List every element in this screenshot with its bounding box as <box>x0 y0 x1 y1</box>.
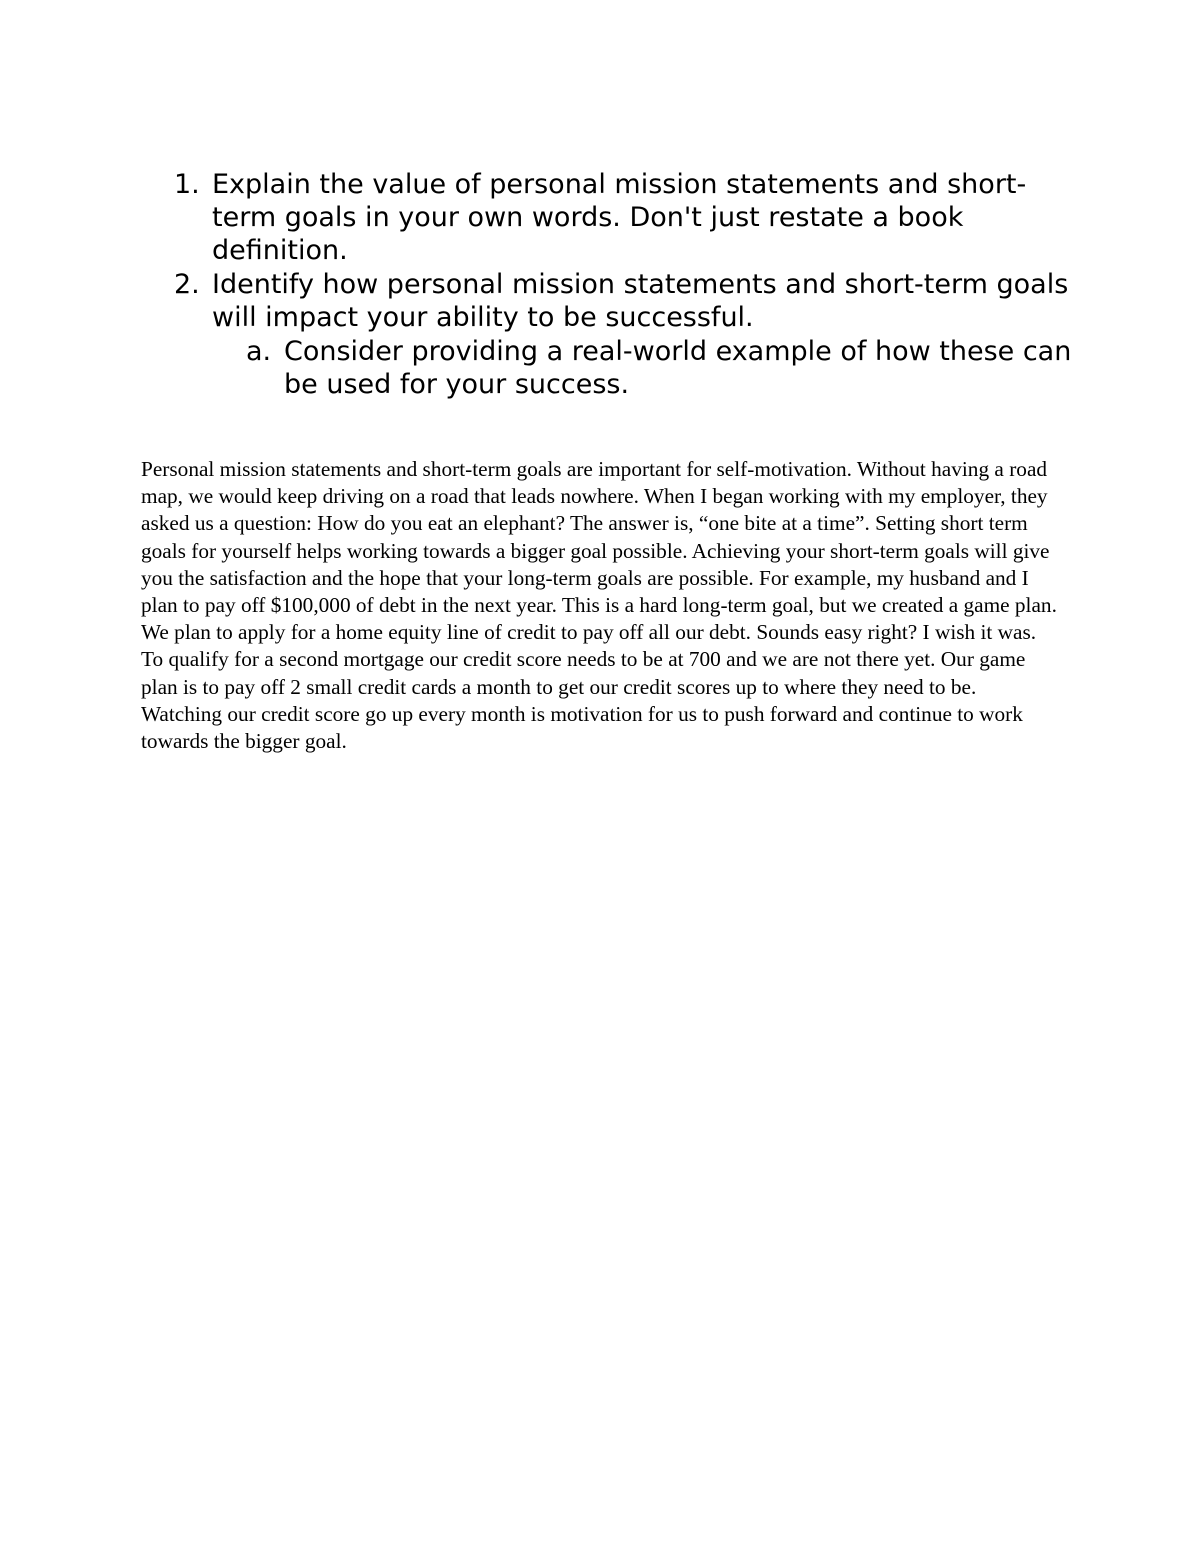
question-text: Explain the value of personal mission statements and short-term goals in your own words. Don't just restate a book definition. <box>212 169 1027 266</box>
sub-question-item-a <box>246 335 1074 401</box>
sub-question-letter: a. <box>246 336 272 367</box>
sub-question-list <box>212 335 1074 401</box>
question-list <box>174 168 1074 401</box>
question-text: Identify how personal mission statements and short-term goals will impact your ability to be successful. <box>212 269 1069 333</box>
question-number: 1. <box>174 169 200 200</box>
question-number: 2. <box>174 269 200 300</box>
question-item-2 <box>174 268 1074 401</box>
question-item-1 <box>174 168 1074 267</box>
answer-paragraph: Personal mission statements and short-term goals are important for self-motivation. Without having a road map, we would keep driving on a road that leads nowhere. When I began working with my employer, they asked us a question: How do you eat an elephant? The answer is, “one bite at a time”. Setting short term goals for yourself helps working towards a bigger goal possible. Achieving your short-term goals will give you the satisfaction and the hope that your long-term goals are possible. For example, my husband and I plan to pay off $100,000 of debt in the next year. This is a hard long-term goal, but we created a game plan. We plan to apply for a home equity line of credit to pay off all our debt. Sounds easy right? I wish it was. To qualify for a second mortgage our credit score needs to be at 700 and we are not there yet. Our game plan is to pay off 2 small credit cards a month to get our credit scores up to where they need to be. Watching our credit score go up every month is motivation for us to push forward and continue to work towards the bigger goal. <box>141 457 1057 754</box>
sub-question-text: Consider providing a real-world example of how these can be used for your success. <box>284 336 1072 400</box>
